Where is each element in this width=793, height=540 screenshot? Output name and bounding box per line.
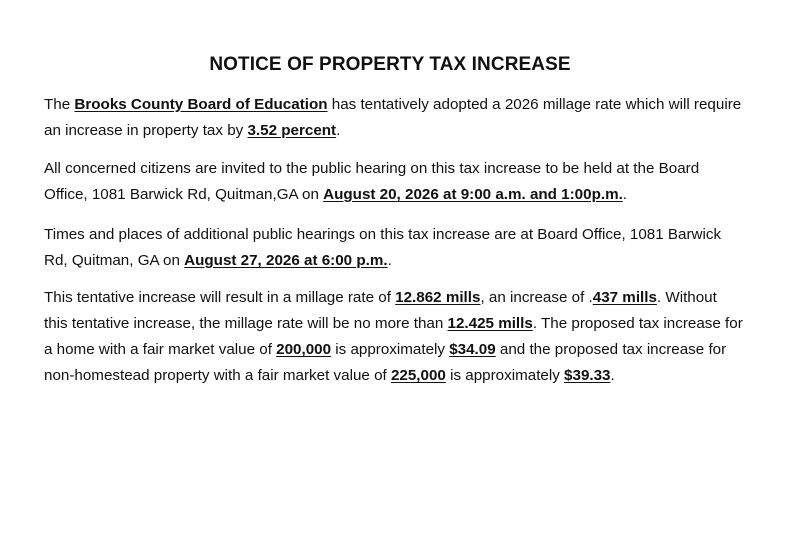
text: The bbox=[44, 96, 75, 113]
text: All concerned citizens are invited to the public hearing on this tax increase to be held at the Board Office, 1081 Barwick Rd, Quitman,GA on bbox=[44, 160, 700, 203]
text: . bbox=[610, 367, 615, 384]
text: , an increase of . bbox=[480, 289, 593, 306]
text: is approximately bbox=[331, 341, 450, 358]
millage-increase: 437 mills bbox=[592, 289, 657, 306]
paragraph-additional-hearings bbox=[44, 222, 744, 274]
non-homestead-market-value: 225,000 bbox=[390, 367, 446, 384]
text: . bbox=[336, 122, 341, 139]
millage-rate: 12.862 mills bbox=[395, 289, 481, 306]
text: . The proposed tax increase for a home with a fair market value of bbox=[44, 315, 743, 358]
hearing-date-1: August 20, 2026 at 9:00 a.m. and 1:00p.m. bbox=[323, 186, 623, 203]
text: This tentative increase will result in a millage rate of bbox=[44, 289, 396, 306]
text: . Without this tentative increase, the millage rate will be no more than bbox=[44, 289, 717, 332]
hearing-date-2: August 27, 2026 at 6:00 p.m. bbox=[184, 252, 388, 269]
text: is approximately bbox=[445, 367, 565, 384]
home-market-value: 200,000 bbox=[276, 341, 332, 358]
notice-title: NOTICE OF PROPERTY TAX INCREASE bbox=[209, 54, 571, 75]
text: has tentatively adopted a 2026 millage rate which will require an increase in property tax by bbox=[44, 96, 742, 139]
paragraph-hearing bbox=[44, 156, 744, 208]
home-tax-increase: $34.09 bbox=[449, 341, 496, 358]
paragraph-millage-details bbox=[44, 285, 744, 389]
non-homestead-tax-increase: $39.33 bbox=[564, 367, 611, 384]
rollback-rate: 12.425 mills bbox=[447, 315, 533, 332]
text: Times and places of additional public hearings on this tax increase are at Board Office, 1081 Barwick Rd, Quitman, GA on bbox=[44, 226, 722, 269]
text: . bbox=[622, 186, 628, 203]
increase-percent: 3.52 percent bbox=[247, 122, 337, 139]
board-name: Brooks County Board of Education bbox=[74, 96, 328, 113]
text: and the proposed tax increase for non-homestead property with a fair market value of bbox=[44, 341, 727, 384]
paragraph-adoption bbox=[44, 92, 744, 144]
text: . bbox=[387, 252, 392, 269]
